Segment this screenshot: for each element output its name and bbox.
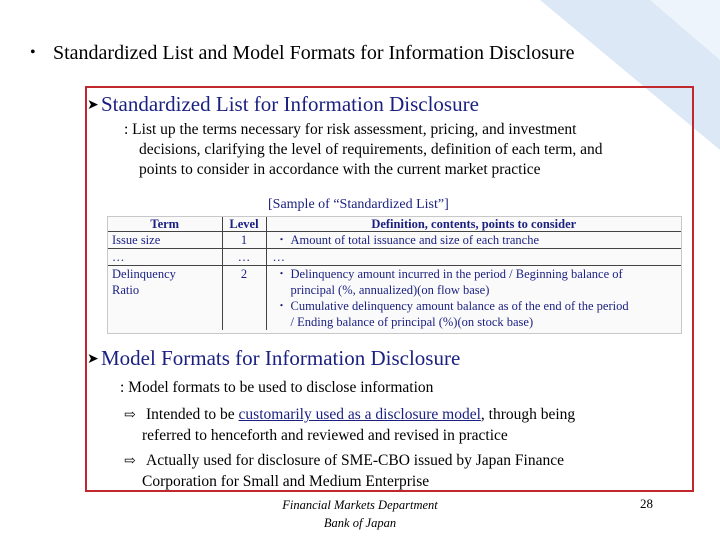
section2-heading-text: Model Formats for Information Disclosure <box>101 346 461 370</box>
standardized-list-table <box>107 216 682 334</box>
cell-definition <box>266 232 681 249</box>
table-row <box>108 266 681 331</box>
hollow-arrow-icon: ⇨ <box>124 408 136 423</box>
section2-description: : Model formats to be used to disclose information <box>120 379 434 396</box>
section1-description <box>124 120 684 180</box>
table-bullet: ・ <box>275 267 288 281</box>
section2-heading <box>87 346 460 371</box>
term-text: Delinquency <box>112 267 176 281</box>
item1-highlight: customarily used as a disclosure model <box>238 406 481 423</box>
section2-item-1 <box>124 405 684 446</box>
definition-text: / Ending balance of principal (%)(on stock base) <box>290 315 534 329</box>
arrow-bullet-icon: ➤ <box>87 352 99 367</box>
header-definition: Definition, contents, points to consider <box>266 217 681 232</box>
footer-org: Bank of Japan <box>323 516 397 530</box>
page-number: 28 <box>640 496 653 511</box>
arrow-bullet-icon: ➤ <box>87 98 99 113</box>
cell-term: … <box>108 249 222 266</box>
footer <box>260 496 460 532</box>
table-row <box>108 249 681 266</box>
section1-desc-line1: : List up the terms necessary for risk assessment, pricing, and investment <box>124 121 577 138</box>
table-bullet: ・ <box>275 233 288 247</box>
header-term: Term <box>108 217 222 232</box>
item1-text-post: , through being <box>480 406 576 423</box>
cell-term <box>108 266 222 331</box>
table-header-row <box>108 217 681 232</box>
section2-item-2 <box>124 451 684 492</box>
section1-desc-line3: points to consider in accordance with the current market practice <box>139 161 541 178</box>
cell-definition <box>266 266 681 331</box>
item1-text-pre: Intended to be <box>146 406 239 423</box>
item1-line2: referred to henceforth and reviewed and revised in practice <box>142 427 508 444</box>
footer-dept: Financial Markets Department <box>282 498 438 512</box>
definition-text: principal (%, annualized)(on flow base) <box>290 283 490 297</box>
cell-term: Issue size <box>108 232 222 249</box>
bullet-icon: • <box>30 44 36 61</box>
cell-level: 1 <box>222 232 266 249</box>
cell-level: 2 <box>222 266 266 331</box>
definition-text: Delinquency amount incurred in the period / Beginning balance of <box>290 267 623 281</box>
cell-level: … <box>222 249 266 266</box>
section1-heading-text: Standardized List for Information Disclosure <box>101 92 479 116</box>
table-row <box>108 232 681 249</box>
slide-title <box>30 42 710 65</box>
item2-line2: Corporation for Small and Medium Enterprise <box>142 473 430 490</box>
cell-definition: … <box>266 249 681 266</box>
definition-text: Amount of total issuance and size of each tranche <box>290 233 540 247</box>
slide-title-text: Standardized List and Model Formats for Information Disclosure <box>53 42 575 64</box>
section1-desc-line2: decisions, clarifying the level of requirements, definition of each term, and <box>139 141 603 158</box>
header-level: Level <box>222 217 266 232</box>
sample-label: [Sample of “Standardized List”] <box>268 197 449 212</box>
item2-line1: Actually used for disclosure of SME-CBO issued by Japan Finance <box>146 452 565 469</box>
table-bullet: ・ <box>275 299 288 313</box>
definition-text: Cumulative delinquency amount balance as of the end of the period <box>290 299 629 313</box>
term-text-2: Ratio <box>112 283 140 297</box>
hollow-arrow-icon: ⇨ <box>124 454 136 469</box>
section1-heading <box>87 92 479 117</box>
